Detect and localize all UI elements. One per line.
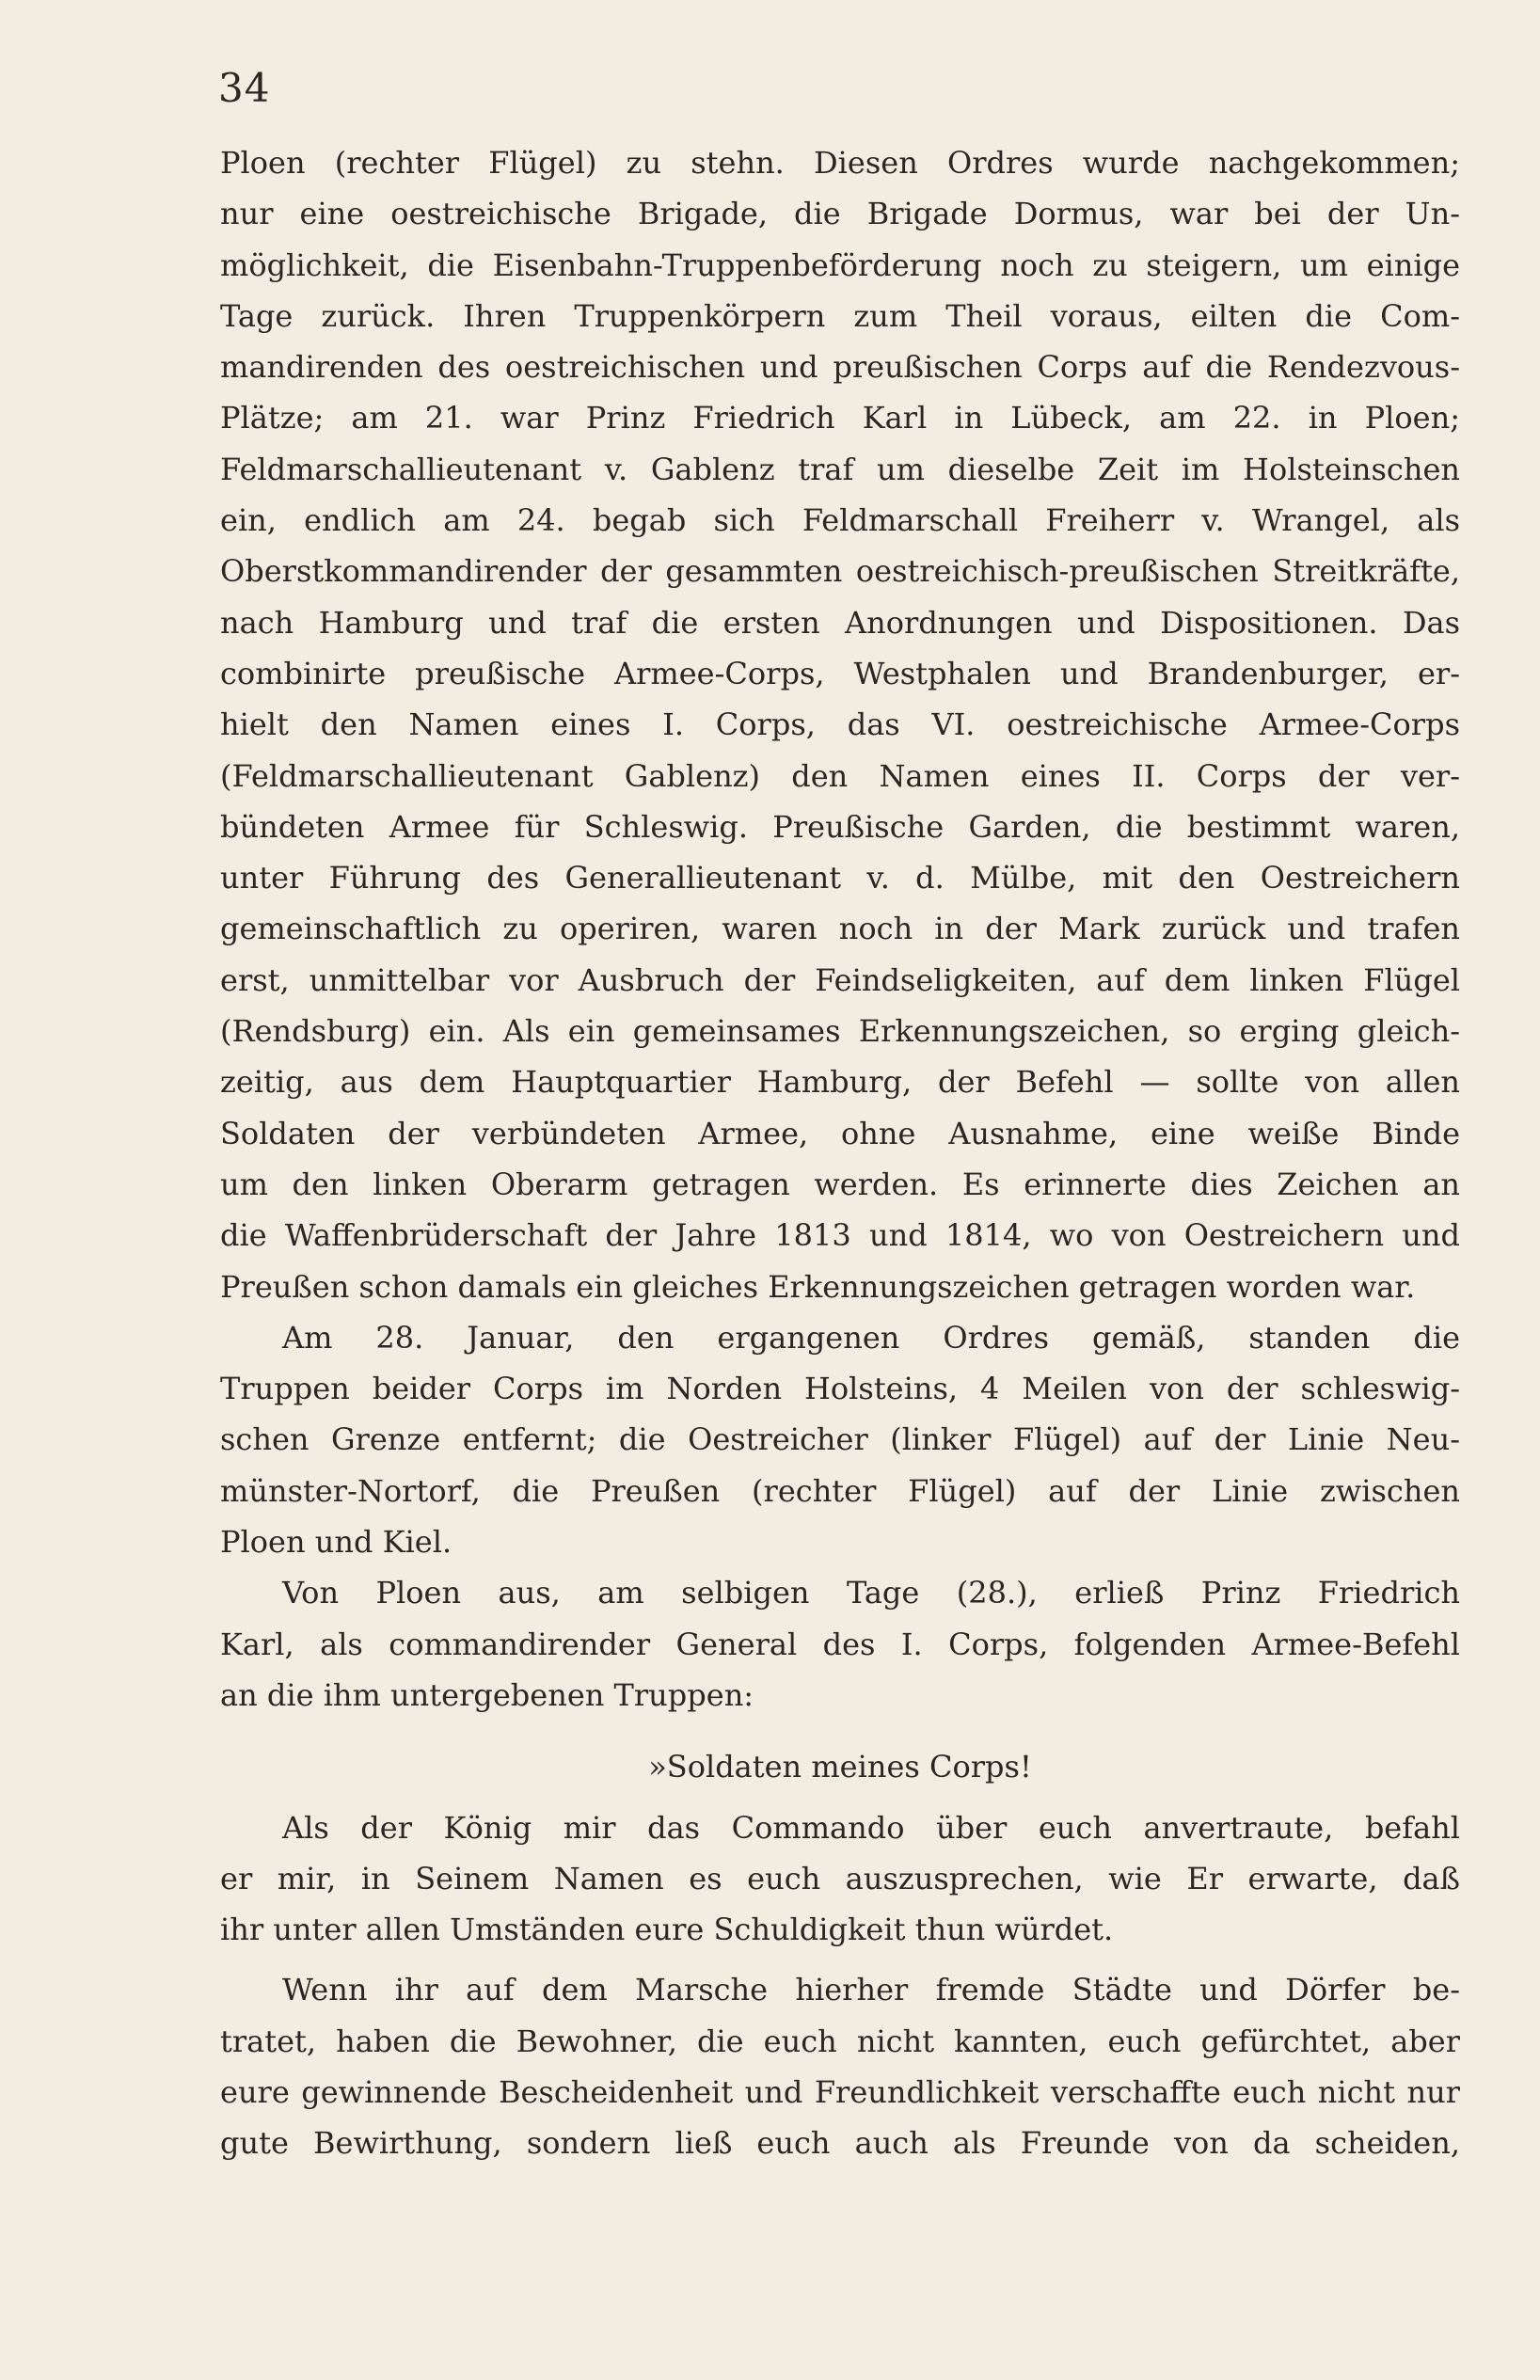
- text-line: Truppen beider Corps im Norden Holsteins, 4 Meilen von der schleswig-: [220, 1371, 1460, 1407]
- paragraph-january-28: [220, 1312, 1460, 1567]
- text-line: Ploen und Kiel.: [220, 1524, 452, 1561]
- page-number: 34: [218, 65, 271, 111]
- text-line: bündeten Armee für Schleswig. Preußische Garden, die bestimmt waren,: [220, 808, 1460, 845]
- text-line: Ploen (rechter Flügel) zu stehn. Diesen Ordres wurde nachgekommen;: [220, 145, 1460, 181]
- spacer: [220, 1721, 1460, 1741]
- text-line: unter Führung des Generallieutenant v. d. Mülbe, mit den Oestreichern: [220, 860, 1460, 896]
- paragraph-army-order-intro: [220, 1567, 1460, 1721]
- text-line: gute Bewirthung, sondern ließ euch auch als Freunde von da scheiden,: [220, 2125, 1460, 2162]
- paragraph-kings-command: [220, 1802, 1460, 1956]
- paragraph-march: [220, 1964, 1460, 2168]
- text-line: hielt den Namen eines I. Corps, das VI. oestreichische Armee-Corps: [220, 706, 1460, 743]
- text-line: Karl, als commandirender General des I. Corps, folgenden Armee-Befehl: [220, 1626, 1460, 1662]
- text-line: Plätze; am 21. war Prinz Friedrich Karl in Lübeck, am 22. in Ploen;: [220, 400, 1460, 436]
- text-line: münster-Nortorf, die Preußen (rechter Flügel) auf der Linie zwischen: [220, 1472, 1460, 1509]
- text-line: an die ihm untergebenen Truppen:: [220, 1676, 754, 1713]
- text-line: Am 28. Januar, den ergangenen Ordres gemäß, standen die: [282, 1319, 1460, 1356]
- text-line: schen Grenze entfernt; die Oestreicher (linker Flügel) auf der Linie Neu-: [220, 1421, 1460, 1458]
- spacer: [220, 1793, 1460, 1802]
- body-text: [220, 137, 1460, 2169]
- text-line: möglichkeit, die Eisenbahn-Truppenbeförderung noch zu steigern, um einige: [220, 246, 1460, 283]
- text-line: eure gewinnende Bescheidenheit und Freundlichkeit verschaffte euch nicht nur: [220, 2073, 1460, 2110]
- text-line: Feldmarschallieutenant v. Gablenz traf um dieselbe Zeit im Holsteinschen: [220, 451, 1460, 487]
- text-line: Soldaten der verbündeten Armee, ohne Ausnahme, eine weiße Binde: [220, 1115, 1460, 1151]
- paragraph-troop-assembly: [220, 137, 1460, 1312]
- text-line: zeitig, aus dem Hauptquartier Hamburg, der Befehl — sollte von allen: [220, 1064, 1460, 1101]
- text-line: Preußen schon damals ein gleiches Erkennungszeichen getragen worden war.: [220, 1268, 1416, 1305]
- text-line: combinirte preußische Armee-Corps, Westphalen und Brandenburger, er-: [220, 655, 1460, 691]
- text-line: Tage zurück. Ihren Truppenkörpern zum Theil voraus, eilten die Com-: [220, 297, 1460, 334]
- salutation: [220, 1741, 1460, 1792]
- text-line: »Soldaten meines Corps!: [648, 1749, 1032, 1785]
- text-line: nur eine oestreichische Brigade, die Brigade Dormus, war bei der Un-: [220, 196, 1460, 232]
- text-line: erst, unmittelbar vor Ausbruch der Feindseligkeiten, auf dem linken Flügel: [220, 961, 1460, 998]
- text-line: die Waffenbrüderschaft der Jahre 1813 und 1814, wo von Oestreichern und: [220, 1217, 1460, 1254]
- text-line: mandirenden des oestreichischen und preußischen Corps auf die Rendezvous-: [220, 349, 1460, 386]
- text-line: um den linken Oberarm getragen werden. Es erinnerte dies Zeichen an: [220, 1166, 1460, 1202]
- text-line: nach Hamburg und traf die ersten Anordnungen und Dispositionen. Das: [220, 604, 1460, 641]
- text-line: ein, endlich am 24. begab sich Feldmarschall Freiherr v. Wrangel, als: [220, 502, 1460, 539]
- text-line: ihr unter allen Umständen eure Schuldigkeit thun würdet.: [220, 1912, 1114, 1948]
- text-line: Wenn ihr auf dem Marsche hierher fremde Städte und Dörfer be-: [282, 1972, 1460, 2008]
- text-line: (Feldmarschallieutenant Gablenz) den Namen eines II. Corps der ver-: [220, 757, 1460, 794]
- text-line: er mir, in Seinem Namen es euch auszusprechen, wie Er erwarte, daß: [220, 1860, 1460, 1896]
- text-line: (Rendsburg) ein. Als ein gemeinsames Erkennungszeichen, so erging gleich-: [220, 1013, 1460, 1050]
- spacer: [220, 1955, 1460, 1964]
- text-line: Oberstkommandirender der gesammten oestreichisch-preußischen Streitkräfte,: [220, 553, 1460, 590]
- text-line: gemeinschaftlich zu operiren, waren noch in der Mark zurück und trafen: [220, 911, 1460, 947]
- text-line: Von Ploen aus, am selbigen Tage (28.), erließ Prinz Friedrich: [282, 1575, 1460, 1611]
- text-line: Als der König mir das Commando über euch anvertraute, befahl: [282, 1809, 1460, 1846]
- text-line: tratet, haben die Bewohner, die euch nicht kannten, euch gefürchtet, aber: [220, 2023, 1460, 2059]
